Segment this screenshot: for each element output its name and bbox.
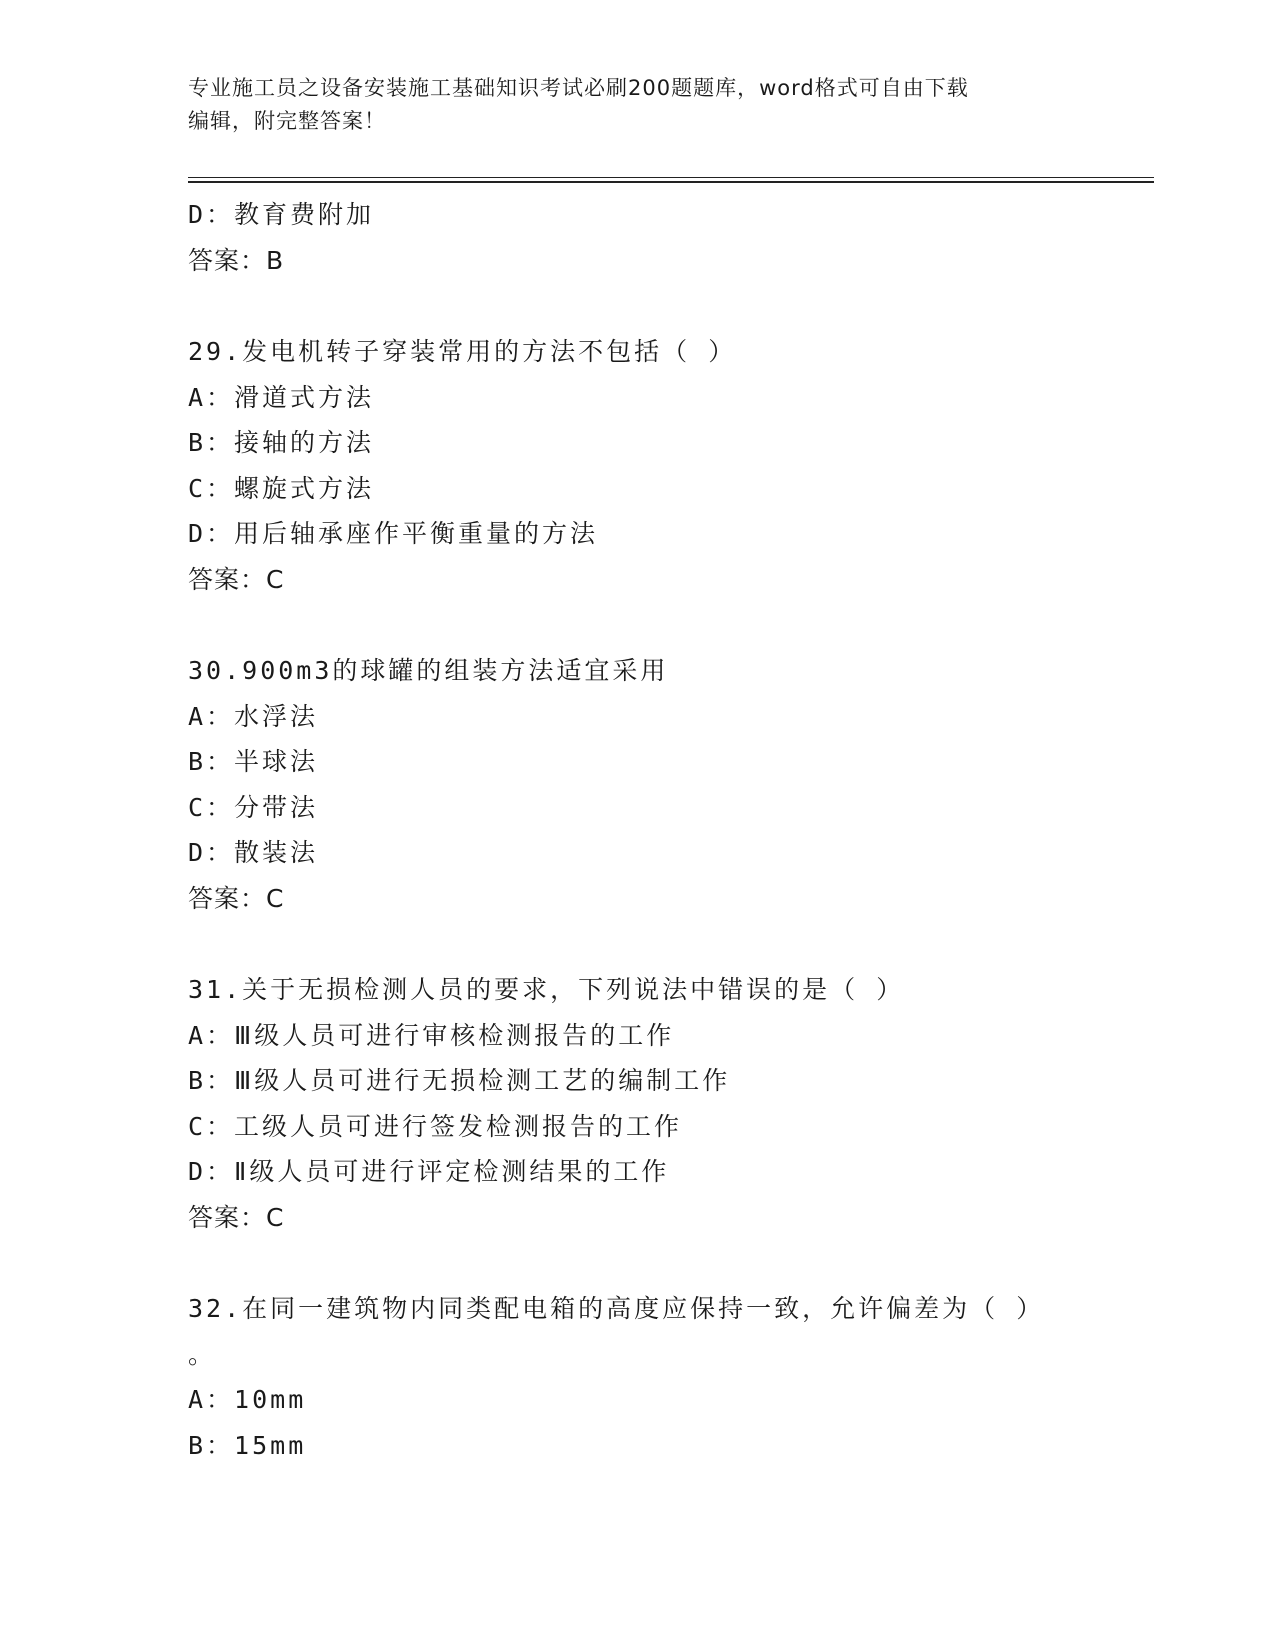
option-a: A：滑道式方法 <box>188 382 375 412</box>
question-28-tail <box>188 192 1188 283</box>
question-29 <box>188 329 1188 602</box>
option-a: A：Ⅲ级人员可进行审核检测报告的工作 <box>188 1020 675 1050</box>
question-31 <box>188 967 1188 1240</box>
question-30 <box>188 648 1188 921</box>
question-list <box>188 192 1188 1468</box>
document-header <box>188 72 1068 138</box>
option-a: A：水浮法 <box>188 701 319 731</box>
option-d: D：散装法 <box>188 838 319 867</box>
answer-line: 答案：C <box>188 883 285 913</box>
option-d: D：Ⅱ级人员可进行评定检测结果的工作 <box>188 1157 670 1186</box>
question-stem: 30.900m3的球罐的组装方法适宜采用 <box>188 656 669 685</box>
header-divider-thick <box>188 181 1154 183</box>
question-stem: 32.在同一建筑物内同类配电箱的高度应保持一致，允许偏差为（ ） <box>188 1294 1045 1323</box>
header-divider-thin <box>188 177 1154 178</box>
option-a: A：10mm <box>188 1385 307 1414</box>
option-d: D：教育费附加 <box>188 200 375 229</box>
question-stem-continuation: 。 <box>188 1339 217 1369</box>
option-d: D：用后轴承座作平衡重量的方法 <box>188 519 599 548</box>
header-title-line-1: 专业施工员之设备安装施工基础知识考试必刷200题题库，word格式可自由下载 <box>188 76 969 100</box>
question-32 <box>188 1286 1188 1468</box>
header-title-line-2: 编辑，附完整答案！ <box>188 109 386 133</box>
question-stem: 31.关于无损检测人员的要求，下列说法中错误的是（ ） <box>188 975 905 1004</box>
option-b: B：接轴的方法 <box>188 428 375 457</box>
option-c: C：分带法 <box>188 792 319 822</box>
option-b: B：15mm <box>188 1430 307 1460</box>
question-stem: 29.发电机转子穿装常用的方法不包括（ ） <box>188 337 737 366</box>
answer-line: 答案：C <box>188 1202 285 1232</box>
option-b: B：Ⅲ级人员可进行无损检测工艺的编制工作 <box>188 1066 731 1095</box>
option-b: B：半球法 <box>188 747 319 776</box>
option-c: C：工级人员可进行签发检测报告的工作 <box>188 1111 683 1141</box>
answer-line: 答案：C <box>188 564 285 594</box>
option-c: C：螺旋式方法 <box>188 473 375 503</box>
answer-line: 答案：B <box>188 245 285 275</box>
